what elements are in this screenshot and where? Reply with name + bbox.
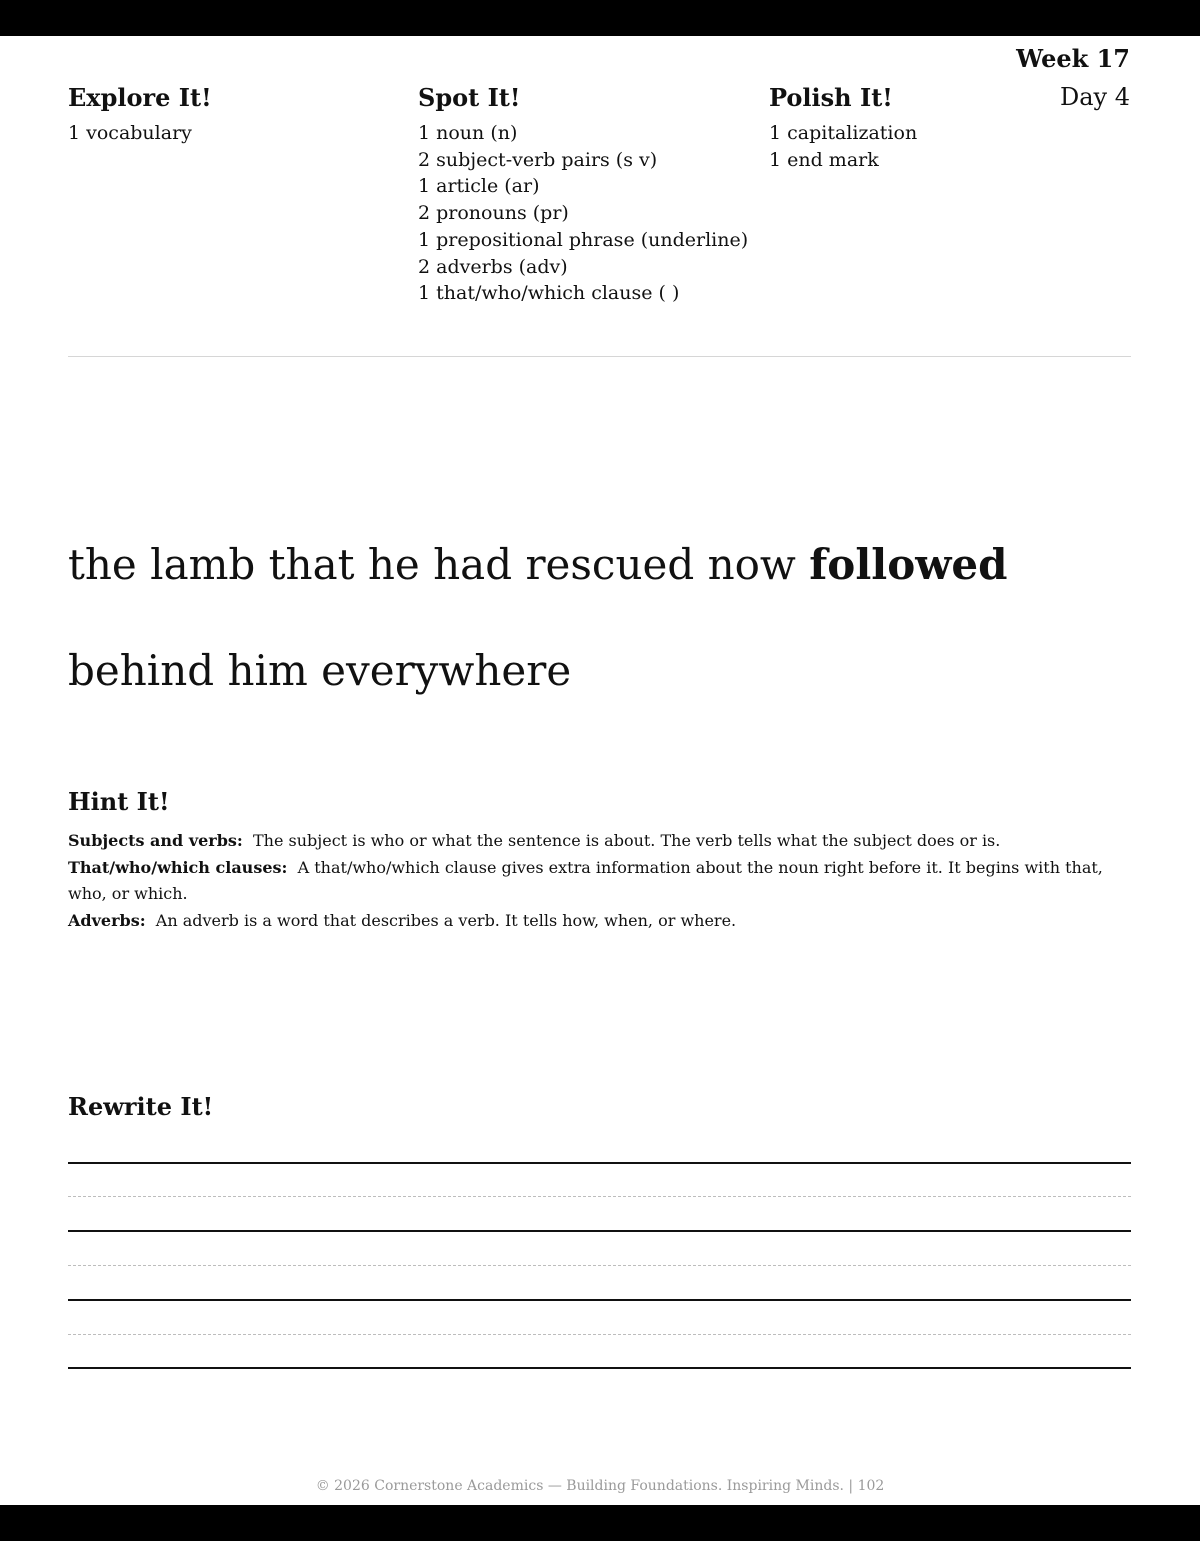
bottom-black-bar [0,1505,1200,1541]
hint-text: A that/who/which clause gives extra information about the noun right before it. It begins with that, who, or which. [68,857,1103,903]
writing-line-solid [68,1230,1131,1232]
hint-term: That/who/which clauses: [68,857,288,877]
writing-line-solid [68,1299,1131,1301]
polish-list [769,120,917,173]
polish-item: 1 capitalization [769,122,918,144]
spot-title: Spot It! [418,83,521,112]
page-footer: © 2026 Cornerstone Academics — Building Foundations. Inspiring Minds. | 102 [315,1478,885,1494]
spot-item: 1 article (ar) [418,175,540,198]
spot-list [418,120,748,307]
practice-sentence [68,512,1148,724]
writing-line-solid [68,1162,1131,1164]
day-label: Day 4 [1059,83,1130,111]
explore-list [68,120,212,147]
hint-text: An adverb is a word that describes a verb. It tells how, when, or where. [155,910,737,930]
hint-term: Subjects and verbs: [68,831,243,850]
spot-item: 2 pronouns (pr) [418,202,569,225]
explore-item: 1 vocabulary [68,122,192,144]
spot-item: 2 subject-verb pairs (s v) [418,148,658,171]
writing-line-dashed [68,1265,1131,1266]
hint-entry [68,855,1131,908]
week-label: Week 17 [1016,44,1130,73]
explore-title: Explore It! [68,83,212,112]
explore-section [68,82,212,147]
spot-section [418,82,748,307]
polish-section [769,82,917,173]
sentence-after: behind him everywhere [68,646,572,695]
rewrite-title: Rewrite It! [68,1092,214,1121]
hint-term: Adverbs: [68,910,146,930]
writing-line-dashed [68,1196,1131,1197]
spot-item: 2 adverbs (adv) [418,255,568,278]
spot-item: 1 prepositional phrase (underline) [418,228,749,251]
spot-item: 1 noun (n) [418,122,518,144]
hint-entry [68,828,1131,855]
polish-title: Polish It! [769,83,893,112]
sentence-bold-word: followed [809,540,1008,589]
section-divider [68,356,1131,357]
hint-body [68,828,1131,934]
spot-item: 1 that/who/which clause ( ) [418,282,680,305]
polish-item: 1 end mark [769,148,879,171]
writing-line-dashed [68,1334,1131,1335]
hint-entry [68,908,1131,935]
sentence-before: the lamb that he had rescued now [68,540,810,589]
top-black-bar [0,0,1200,36]
hint-text: The subject is who or what the sentence is about. The verb tells what the subject does or is. [253,831,1001,850]
hint-title: Hint It! [68,787,170,816]
writing-line-solid [68,1367,1131,1369]
